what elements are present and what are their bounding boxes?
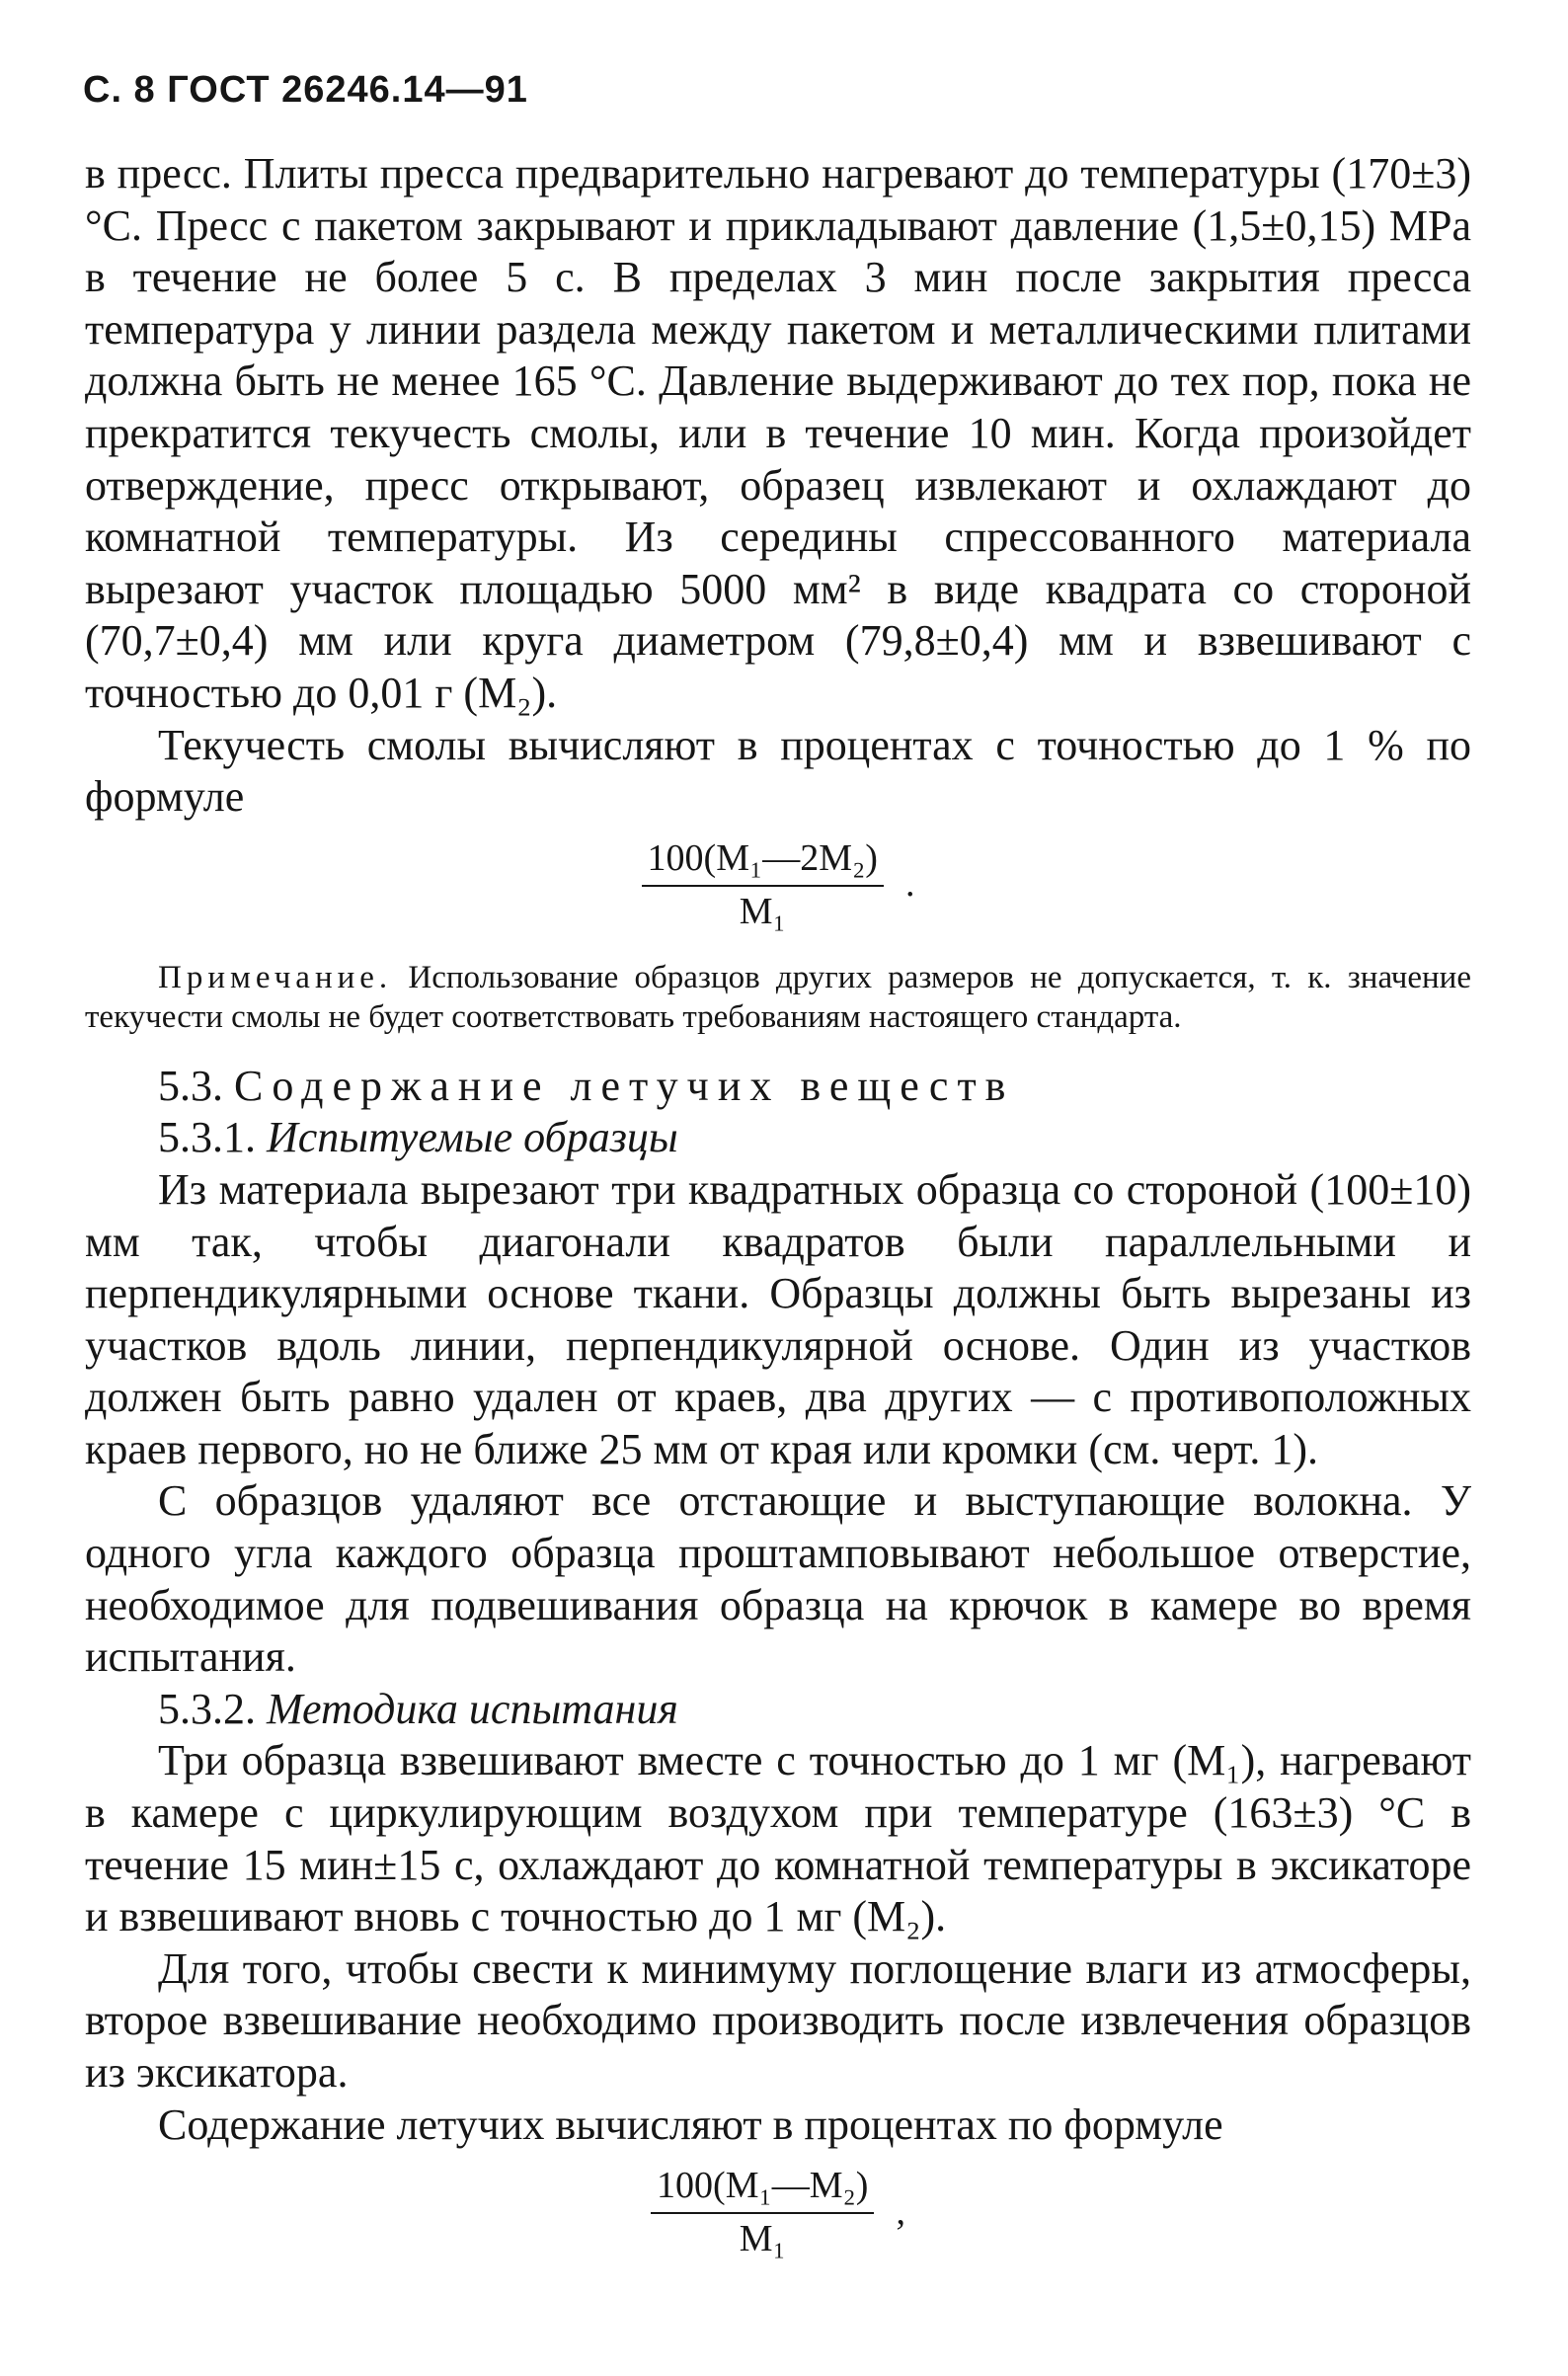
page-header: С. 8 ГОСТ 26246.14—91 [83,69,528,111]
document-body [85,148,1471,2271]
section-number: 5.3. [158,1061,223,1110]
paragraph-weighing: Три образца взвешивают вместе с точностью до 1 мг (M₁), нагревают в камере с циркулирующим воздухом при температуре (163±3) °С в течение 15 мин±15 с, охлаждают до комнатной температуры в эксикаторе и взвешивают вновь с точностью до 1 мг (M₂). [85,1736,1471,1941]
fraction-denominator: M₁ [739,2218,786,2260]
section-number: 5.3.1. [158,1113,256,1162]
fraction [642,835,884,934]
subsection-heading-5-3-2 [85,1684,1471,1736]
paragraph-volatiles-intro: Содержание летучих вычисляют в процентах по формуле [158,2099,1223,2149]
section-title: Содержание летучих веществ [234,1061,1015,1110]
section-heading-5-3 [85,1061,1471,1113]
fraction [651,2163,874,2261]
fraction-denominator: M₁ [739,890,786,932]
subsection-heading-5-3-1 [85,1112,1471,1164]
paragraph-specimen-prep: С образцов удаляют все отстающие и выступающие волокна. У одного угла каждого образца проштамповывают небольшое отверстие, необходимое для подвешивания образца на крючок в камере во время испытания. [85,1476,1471,1682]
section-title: Методика испытания [267,1684,678,1733]
formula-punctuation: . [904,863,915,906]
paragraph-resin-flow-intro: Текучесть смолы вычисляют в процентах с точностью до 1 % по формуле [85,720,1471,822]
formula-volatiles [85,2163,1471,2261]
note [85,958,1471,1037]
paragraph-press-procedure: в пресс. Плиты пресса предварительно нагревают до температуры (170±3) °С. Пресс с пакетом закрывают и прикладывают давление (1,5±0,15) МРа в течение не более 5 с. В пределах 3 мин после закрытия пресса температура у линии раздела между пакетом и металлическими плитами должна быть не менее 165 °С. Давление выдерживают до тех пор, пока не прекратится текучесть смолы, или в течение 10 мин. Когда произойдет отверждение, пресс открывают, образец извлекают и охлаждают до комнатной температуры. Из середины спрессованного материала вырезают участок площадью 5000 мм² в виде квадрата со стороной (70,7±0,4) мм или круга диаметром (79,8±0,4) мм и взвешивают с точностью до 0,01 г (M₂). [85,149,1471,717]
fraction-numerator: 100(M₁—2M₂) [642,835,884,887]
section-title: Испытуемые образцы [267,1113,678,1162]
paragraph-moisture: Для того, чтобы свести к минимуму поглощение влаги из атмосферы, второе взвешивание необходимо производить после извлечения образцов из эксикатора. [85,1943,1471,2097]
paragraph-specimen-cutting: Из материала вырезают три квадратных образца со стороной (100±10) мм так, чтобы диагонали квадратов были параллельными и перпендикулярными основе ткани. Образцы должны быть вырезаны из участков вдоль линии, перпендикулярной основе. Один из участков должен быть равно удален от краев, два других — с противоположных краев первого, но не ближе 25 мм от края или кромки (см. черт. 1). [85,1164,1471,1473]
formula-resin-flow [85,835,1471,934]
fraction-numerator: 100(M₁—M₂) [651,2163,874,2214]
section-number: 5.3.2. [158,1684,256,1733]
note-text: Использование образцов других размеров не допускается, т. к. значение текучести смолы не будет соответствовать требованиям настоящего стандарта. [85,959,1471,1035]
formula-punctuation: , [896,2190,905,2233]
note-label: Примечание. [158,959,393,995]
